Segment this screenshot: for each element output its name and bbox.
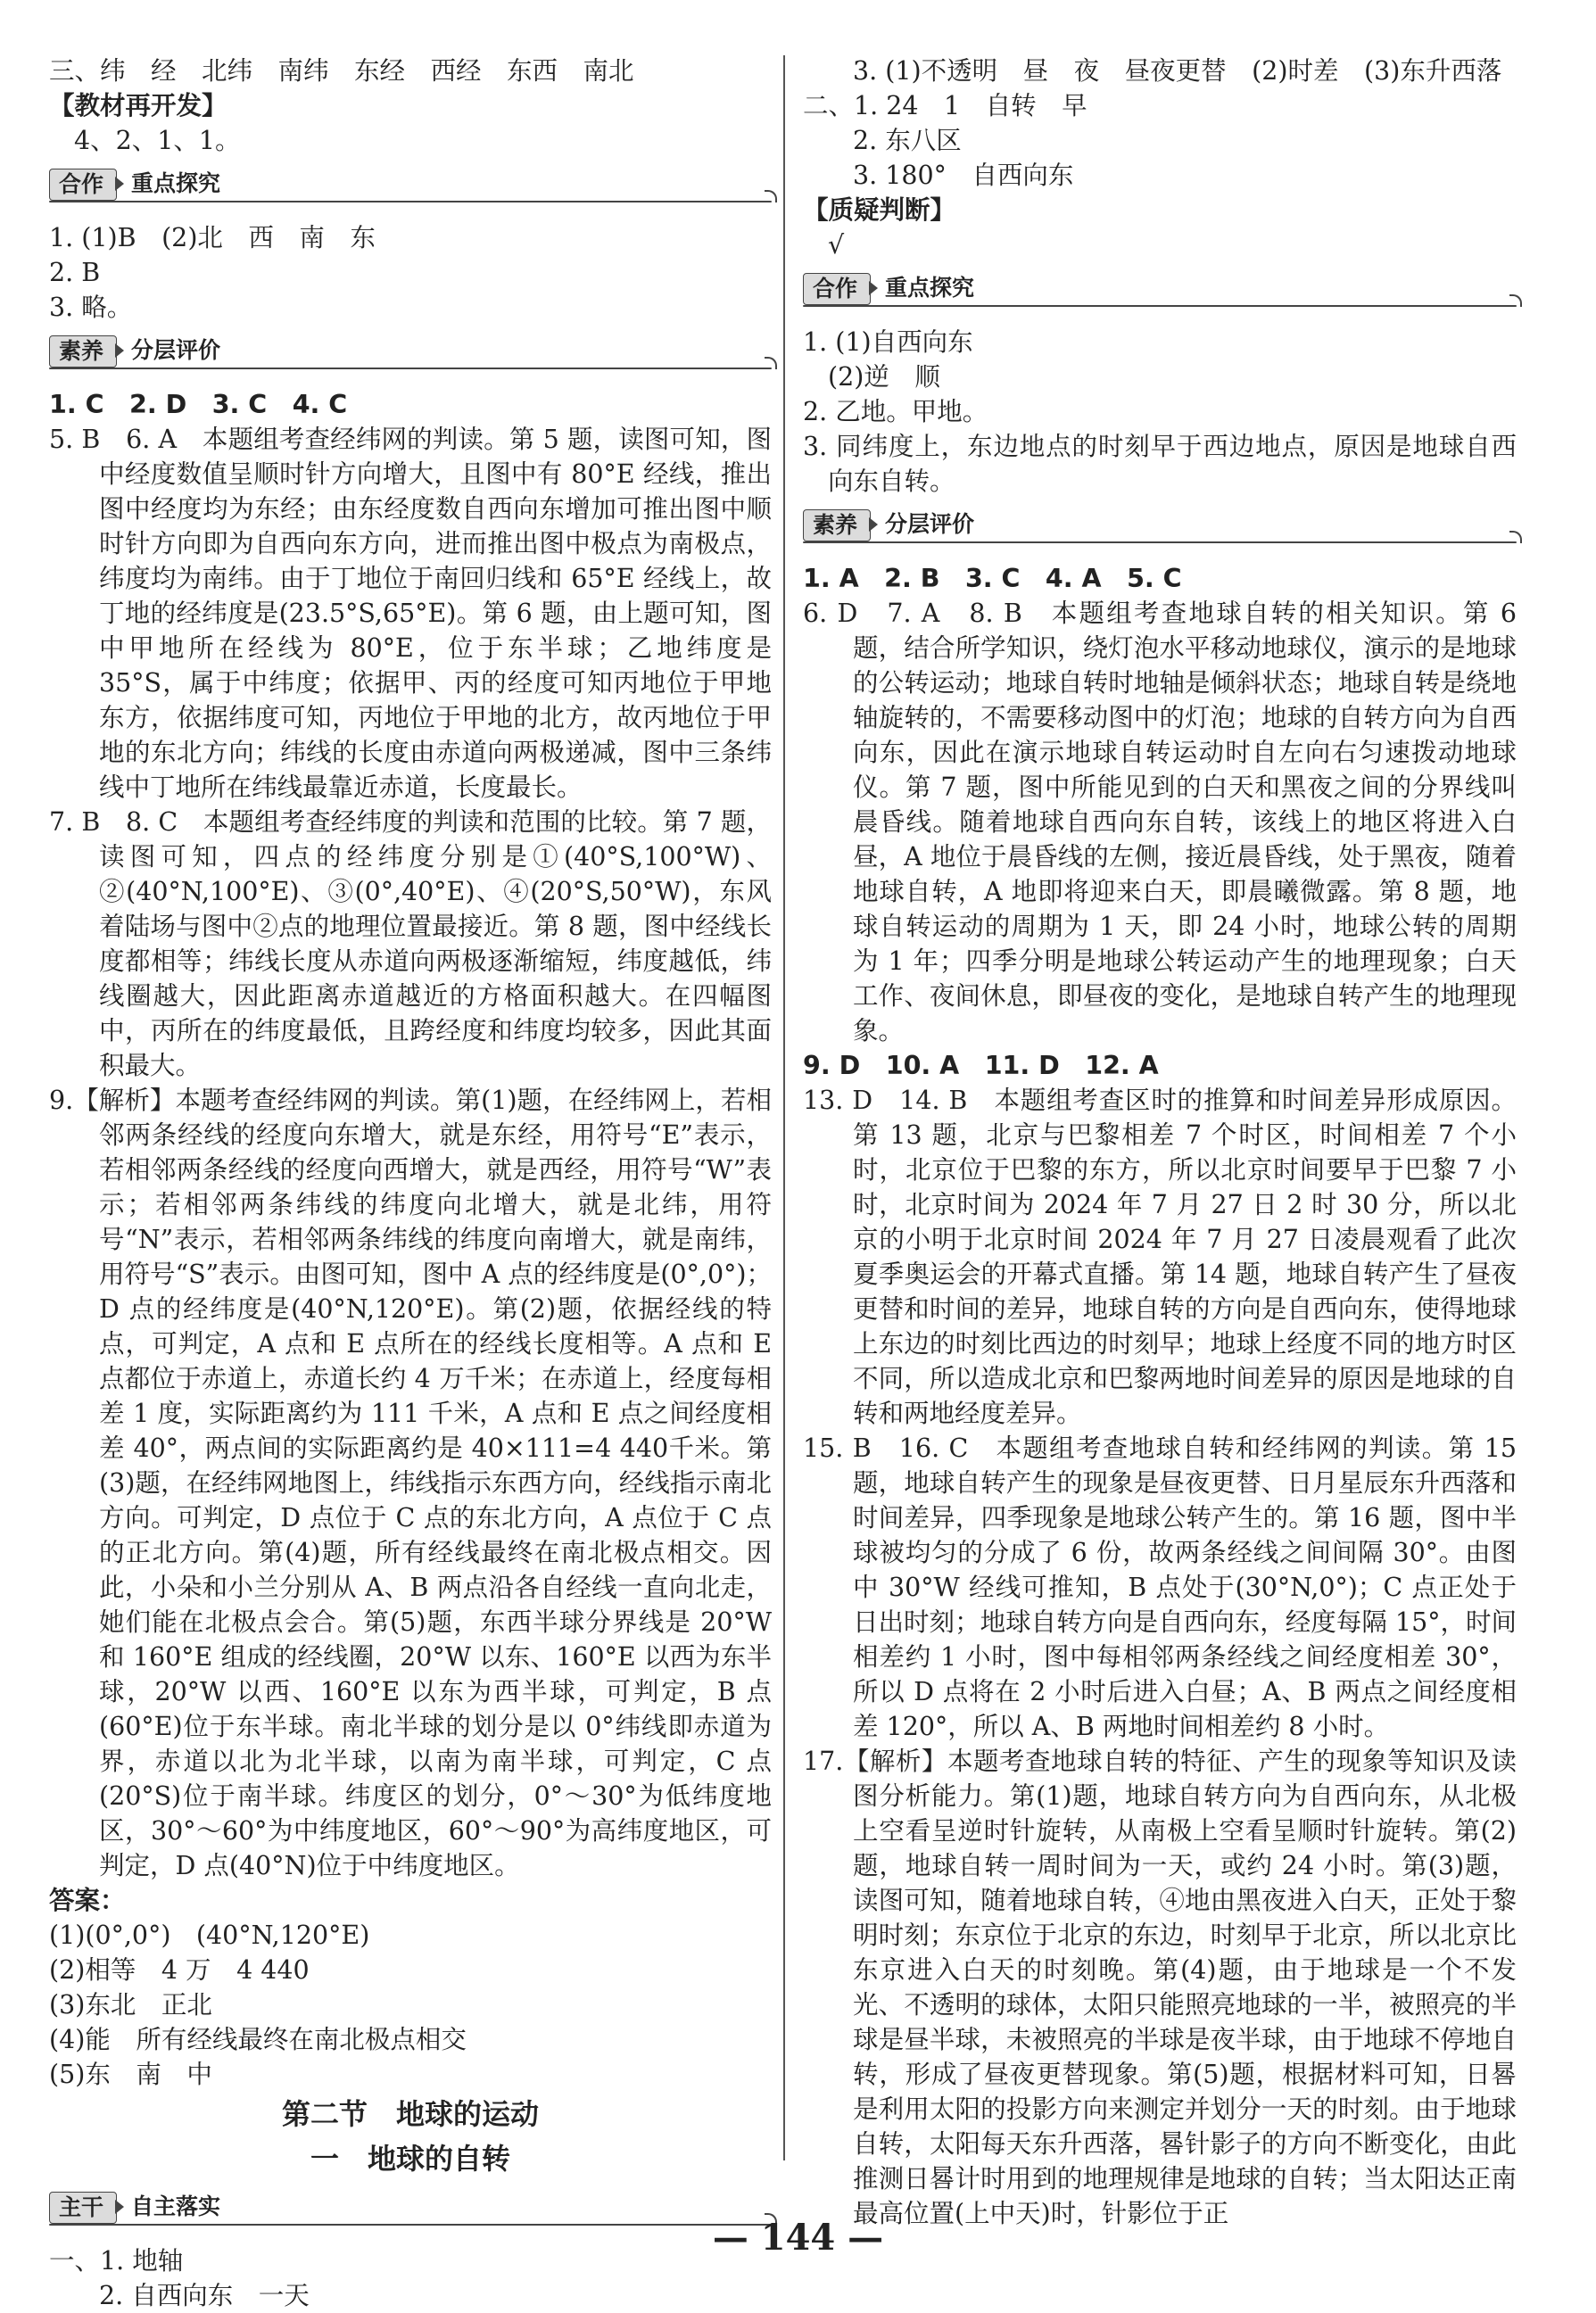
- answer-line: 一、1. 地轴: [49, 2246, 184, 2276]
- answer-line: 1. (1)自西向东: [803, 327, 973, 357]
- explanation-paragraph: 7. B 8. C 本题组考查经纬度的判读和范围的比较。第 7 题，读图可知，四点的经纬度分别是①(40°S,100°W)、②(40°N,100°E)、③(0°,40°E)、④(20°S,50°W)，东风着陆场与图中②点的地理位置最接近。第 8 题，图中经线长度都相等；纬线长度从赤道向两极逐渐缩短，纬度越低，纬线圈越大，因此距离赤道越近的方格面积越大。在四幅图中，丙所在的纬度最低，且跨经度和纬度均较多，因此其面积最大。: [49, 807, 772, 1080]
- section-rule: [49, 201, 772, 202]
- subheading: 【质疑判断】: [803, 195, 956, 225]
- answer-label: 答案：: [49, 1886, 126, 1915]
- answer-line: (2)相等 4 万 4 440: [49, 1955, 310, 1985]
- answer-line: (1)(0°,0°) (40°N,120°E): [49, 1921, 370, 1950]
- arrow-icon: [115, 343, 124, 358]
- page-number: — 144 —: [712, 2217, 884, 2259]
- arrow-icon: [115, 2200, 124, 2214]
- answer-line: 三、纬 经 北纬 南纬 东经 西经 东西 南北: [49, 56, 634, 86]
- section-tag: 主干: [49, 2192, 117, 2224]
- section-header-literacy: [49, 332, 772, 371]
- answer-line: (3)东北 正北: [49, 1990, 212, 2020]
- right-column: [803, 54, 1517, 2231]
- check-mark: √: [828, 230, 845, 260]
- section-header-cooperation: [49, 165, 772, 204]
- section-tag: 素养: [49, 335, 117, 368]
- answer-line: 1. C 2. D 3. C 4. C: [49, 390, 348, 419]
- section-title: 重点探究: [885, 275, 975, 301]
- section-title: 自主落实: [131, 2193, 221, 2219]
- section-header-literacy: [803, 506, 1517, 545]
- section-title: 分层评价: [885, 511, 975, 537]
- answer-line: 1. (1)B (2)北 西 南 东: [49, 223, 376, 252]
- answer-line: 2. 自西向东 一天: [99, 2281, 310, 2310]
- explanation-paragraph: 6. D 7. A 8. B 本题组考查地球自转的相关知识。第 6 题，结合所学知识，绕灯泡水平移动地球仪，演示的是地球的公转运动；地球自转时地轴是倾斜状态；地球自转是绕地轴旋转的，不需要移动图中的灯泡；地球的自转方向为自西向东，因此在演示地球自转运动时自左向右匀速拨动地球仪。第 7 题，图中所能见到的白天和黑夜之间的分界线叫晨昏线。随着地球自西向东自转，该线上的地区将进入白昼，A 地位于晨昏线的左侧，接近晨昏线，处于黑夜，随着地球自转，A 地即将迎来白天，即晨曦微露。第 8 题，地球自转运动的周期为 1 天，即 24 小时，地球公转的周期为 1 年；四季分明是地球公转运动产生的地理现象；白天工作、夜间休息，即昼夜的变化，是地球自转产生的地理现象。: [803, 599, 1517, 1045]
- explanation-paragraph: 5. B 6. A 本题组考查经纬网的判读。第 5 题，读图可知，图中经度数值呈顺时针方向增大，且图中有 80°E 经线，推出图中经度均为东经；由东经度数自西向东增加可推出图中顺时针方向即为自西向东方向，进而推出图中极点为南极点，纬度均为南纬。由于丁地位于南回归线和 65°E 经线上，故丁地的经纬度是(23.5°S,65°E)。第 6 题，由上题可知，图中甲地所在经线为 80°E，位于东半球；乙地纬度是 35°S，属于中纬度；依据甲、丙的经度可知丙地位于甲地东方，依据纬度可知，丙地位于甲地的北方，故丙地位于甲地的东北方向；纬线的长度由赤道向两极递减，图中三条纬线中丁地所在纬线最靠近赤道，长度最长。: [49, 425, 772, 802]
- answer-line: 2. 东八区: [853, 126, 962, 155]
- section-tag: 合作: [49, 169, 117, 201]
- answer-line: 3. 180° 自西向东: [853, 161, 1074, 190]
- explanation-paragraph: 13. D 14. B 本题组考查区时的推算和时间差异形成原因。第 13 题，北京与巴黎相差 7 个时区，时间相差 7 个小时，北京位于巴黎的东方，所以北京时间要早于巴黎 7 小时，北京时间为 2024 年 7 月 27 日 2 时 30 分，所以北京的小明于北京时间 2024 年 7 月 27 日凌晨观看了此次夏季奥运会的开幕式直播。第 14 题，地球自转产生了昼夜更替和时间的差异，地球自转的方向是自西向东，使得地球上东边的时刻比西边的时刻早；地球上经度不同的地方时区不同，所以造成北京和巴黎两地时间差异的原因是地球的自转和两地经度差异。: [803, 1086, 1517, 1428]
- answer-line: (2)逆 顺: [828, 362, 940, 392]
- arrow-icon: [869, 281, 878, 295]
- chapter-title: 第二节 地球的运动: [281, 2097, 539, 2131]
- section-tag: 合作: [803, 273, 871, 305]
- answer-line: 2. B: [49, 258, 101, 287]
- answer-line: 1. A 2. B 3. C 4. A 5. C: [803, 564, 1182, 593]
- explanation-paragraph: 9.【解析】本题考查经纬网的判读。第(1)题，在经纬网上，若相邻两条经线的经度向东增大，就是东经，用符号“E”表示，若相邻两条经线的经度向西增大，就是西经，用符号“W”表示；若相邻两条纬线的纬度向北增大，就是北纬，用符号“N”表示，若相邻两条纬线的纬度向南增大，就是南纬，用符号“S”表示。由图可知，图中 A 点的经纬度是(0°,0°)；D 点的经纬度是(40°N,120°E)。第(2)题，依据经线的特点，可判定，A 点和 E 点所在的经线长度相等。A 点和 E 点都位于赤道上，赤道长约 4 万千米；在赤道上，经度每相差 1 度，实际距离约为 111 千米，A 点和 E 点之间经度相差 40°，两点间的实际距离约是 40×111=4 440千米。第(3)题，在经纬网地图上，纬线指示东西方向，经线指示南北方向。可判定，D 点位于 C 点的东北方向，A 点位于 C 点的正北方向。第(4)题，所有经线最终在南北极点相交。因此，小朵和小兰分别从 A、B 两点沿各自经线一直向北走，她们能在北极点会合。第(5)题，东西半球分界线是 20°W 和 160°E 组成的经线圈，20°W 以东、160°E 以西为东半球，20°W 以西、160°E 以东为西半球，可判定，B 点(60°E)位于东半球。南北半球的划分是以 0°纬线即赤道为界，赤道以北为北半球，以南为南半球，可判定，C 点(20°S)位于南半球。纬度区的划分，0°～30°为低纬度地区，30°～60°为中纬度地区，60°～90°为高纬度地区，可判定，D 点(40°N)位于中纬度地区。: [49, 1086, 772, 1880]
- section-rule: [49, 368, 772, 369]
- answer-line: 二、1. 24 1 自转 早: [803, 91, 1087, 120]
- column-divider: [783, 55, 785, 2160]
- subheading: 【教材再开发】: [49, 91, 227, 120]
- left-column: [49, 54, 772, 2313]
- answer-line: (5)东 南 中: [49, 2060, 212, 2089]
- section-rule: [803, 305, 1517, 307]
- section-rule: [803, 541, 1517, 543]
- section-header-cooperation: [803, 269, 1517, 309]
- arrow-icon: [115, 177, 124, 191]
- section-title: 重点探究: [131, 170, 221, 196]
- chapter-subtitle: 一 地球的自转: [310, 2142, 510, 2176]
- explanation-paragraph: 17.【解析】本题考查地球自转的特征、产生的现象等知识及读图分析能力。第(1)题，地球自转方向为自西向东，从北极上空看呈逆时针旋转，从南极上空看呈顺时针旋转。第(2)题，地球自转一周时间为一天，或约 24 小时。第(3)题，读图可知，随着地球自转，④地由黑夜进入白天，正处于黎明时刻；东京位于北京的东边，时刻早于北京，所以北京比东京进入白天的时刻晚。第(4)题，由于地球是一个不发光、不透明的球体，太阳只能照亮地球的一半，被照亮的半球是昼半球，未被照亮的半球是夜半球，由于地球不停地自转，形成了昼夜更替现象。第(5)题，根据材料可知，日晷是利用太阳的投影方向来测定并划分一天的时刻。由于地球自转，太阳每天东升西落，晷针影子的方向不断变化，由此推测日晷计时用到的地理规律是地球的自转；当太阳达正南最高位置(上中天)时，针影位于正: [803, 1747, 1517, 2228]
- explanation-paragraph: 15. B 16. C 本题组考查地球自转和经纬网的判读。第 15 题，地球自转产生的现象是昼夜更替、日月星辰东升西落和时间差异，四季现象是地球公转产生的。第 16 题，图中半球被均匀的分成了 6 份，故两条经线之间间隔 30°。由图中 30°W 经线可推知，B 点处于(30°N,0°)；C 点正处于日出时刻；地球自转方向是自西向东，经度每隔 15°，时间相差约 1 小时，图中每相邻两条经线之间经度相差 30°，所以 D 点将在 2 小时后进入白昼；A、B 两点之间经度相差 120°，所以 A、B 两地时间相差约 8 小时。: [803, 1433, 1517, 1741]
- answer-line: 3. 略。: [49, 293, 133, 322]
- arrow-icon: [869, 517, 878, 532]
- answer-line: (4)能 所有经线最终在南北极点相交: [49, 2025, 467, 2054]
- answer-line: 2. 乙地。甲地。: [803, 397, 988, 426]
- answer-line: 4、2、1、1。: [74, 126, 241, 155]
- answer-paragraph: 3. 同纬度上，东边地点的时刻早于西边地点，原因是地球自西向东自转。: [803, 432, 1517, 496]
- section-tag: 素养: [803, 509, 871, 541]
- answer-line: 9. D 10. A 11. D 12. A: [803, 1051, 1159, 1080]
- answer-line: 3. (1)不透明 昼 夜 昼夜更替 (2)时差 (3)东升西落: [853, 56, 1502, 86]
- section-title: 分层评价: [131, 337, 221, 363]
